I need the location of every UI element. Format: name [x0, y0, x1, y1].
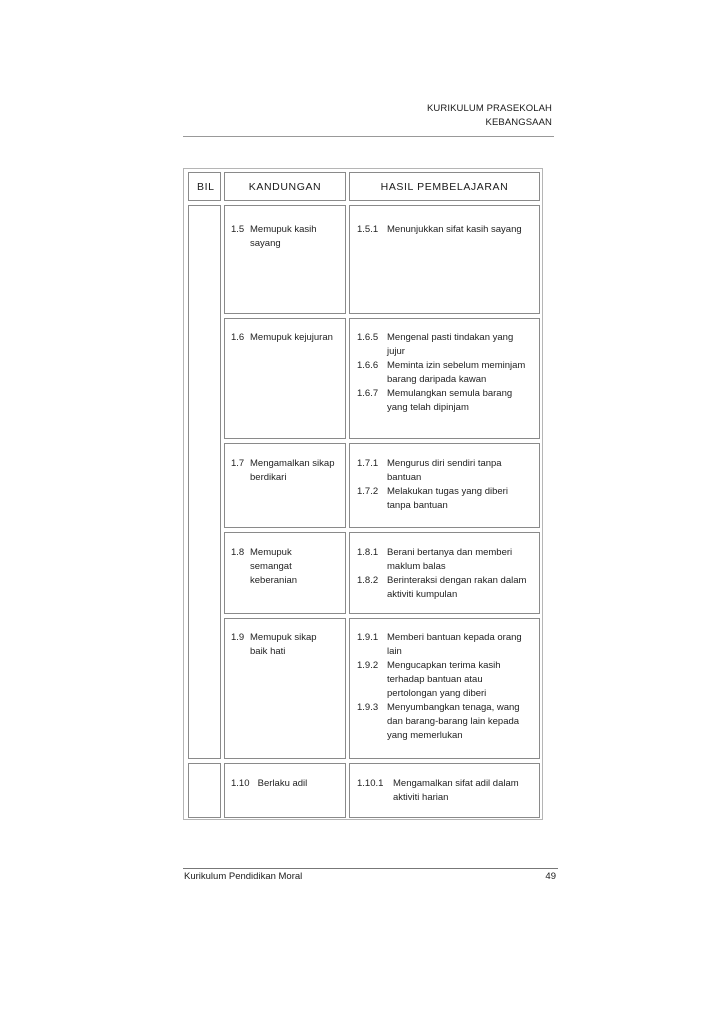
hasil-item [357, 574, 527, 602]
hasil-cell [349, 205, 540, 314]
hasil-number: 1.6.5 [357, 332, 379, 343]
kandungan-text: Memupuk semangat keberanian [250, 547, 298, 586]
hasil-number: 1.6.6 [357, 360, 379, 371]
hasil-item [357, 331, 527, 359]
hasil-item [357, 387, 527, 415]
footer-divider [183, 868, 558, 869]
column-header-hasil [349, 172, 540, 201]
bil-cell [188, 205, 221, 759]
kandungan-text: Berlaku adil [257, 778, 308, 789]
hasil-number: 1.8.2 [357, 575, 379, 586]
page-number: 49 [545, 871, 556, 882]
kandungan-item [231, 546, 343, 588]
hasil-number: 1.6.7 [357, 388, 379, 399]
hasil-text: Memberi bantuan kepada orang lain [387, 632, 522, 657]
kandungan-number: 1.5 [231, 224, 245, 235]
hasil-text: Menyumbangkan tenaga, wang dan barang-barang lain kepada yang memerlukan [387, 702, 520, 741]
hasil-list [357, 457, 517, 513]
hasil-item [357, 223, 539, 237]
hasil-list [357, 631, 535, 743]
kandungan-number: 1.6 [231, 332, 245, 343]
hasil-item [357, 631, 535, 659]
column-header-hasil-label: HASIL PEMBELAJARAN [380, 180, 509, 193]
hasil-number: 1.8.1 [357, 547, 379, 558]
column-header-kandungan [224, 172, 346, 201]
hasil-text: Mengamalkan sifat adil dalam aktiviti harian [393, 778, 519, 803]
hasil-number: 1.9.2 [357, 660, 379, 671]
kandungan-text: Memupuk kasih sayang [250, 224, 317, 249]
hasil-item [357, 546, 527, 574]
hasil-text: Memulangkan semula barang yang telah dipinjam [387, 388, 513, 413]
hasil-item [357, 777, 532, 805]
hasil-item [357, 359, 527, 387]
footer-title: Kurikulum Pendidikan Moral [184, 871, 303, 882]
hasil-number: 1.5.1 [357, 224, 379, 235]
hasil-list [357, 546, 527, 602]
hasil-text: Berani bertanya dan memberi maklum balas [387, 547, 513, 572]
kandungan-item [231, 631, 343, 659]
hasil-text: Mengucapkan terima kasih terhadap bantuan atau pertolongan yang diberi [387, 660, 501, 699]
kandungan-cell [224, 205, 346, 314]
running-header [427, 102, 552, 130]
hasil-list [357, 331, 527, 415]
hasil-text: Meminta izin sebelum meminjam barang daripada kawan [387, 360, 526, 385]
column-header-kandungan-label: KANDUNGAN [248, 180, 322, 193]
hasil-list [357, 223, 539, 237]
kandungan-text: Memupuk kejujuran [250, 332, 333, 343]
kandungan-item [231, 223, 343, 251]
hasil-number: 1.9.1 [357, 632, 379, 643]
kandungan-item [231, 457, 343, 485]
hasil-text: Mengurus diri sendiri tanpa bantuan [387, 458, 502, 483]
hasil-text: Berinteraksi dengan rakan dalam aktiviti kumpulan [387, 575, 527, 600]
kandungan-number: 1.10 [231, 778, 250, 789]
column-header-bil-label: BIL [197, 180, 215, 193]
kandungan-text: Memupuk sikap baik hati [250, 632, 317, 657]
hasil-item [357, 457, 517, 485]
running-header-line-1: KURIKULUM PRASEKOLAH [426, 103, 552, 114]
column-header-bil [188, 172, 221, 201]
hasil-number: 1.10.1 [357, 778, 384, 789]
kandungan-item [231, 331, 343, 345]
hasil-number: 1.7.1 [357, 458, 379, 469]
kandungan-number: 1.9 [231, 632, 245, 643]
hasil-list [357, 777, 532, 805]
kandungan-number: 1.7 [231, 458, 245, 469]
header-divider [183, 136, 554, 137]
hasil-number: 1.7.2 [357, 486, 379, 497]
kandungan-cell [224, 443, 346, 528]
kandungan-text: Mengamalkan sikap berdikari [250, 458, 335, 483]
running-header-line-2: KEBANGSAAN [485, 117, 552, 128]
kandungan-item [231, 777, 343, 791]
kandungan-number: 1.8 [231, 547, 245, 558]
hasil-text: Melakukan tugas yang diberi tanpa bantuan [387, 486, 508, 511]
hasil-text: Mengenal pasti tindakan yang jujur [387, 332, 514, 357]
bil-cell [188, 763, 221, 818]
hasil-item [357, 659, 535, 701]
hasil-item [357, 485, 517, 513]
hasil-number: 1.9.3 [357, 702, 379, 713]
hasil-text: Menunjukkan sifat kasih sayang [387, 224, 522, 235]
hasil-item [357, 701, 535, 743]
